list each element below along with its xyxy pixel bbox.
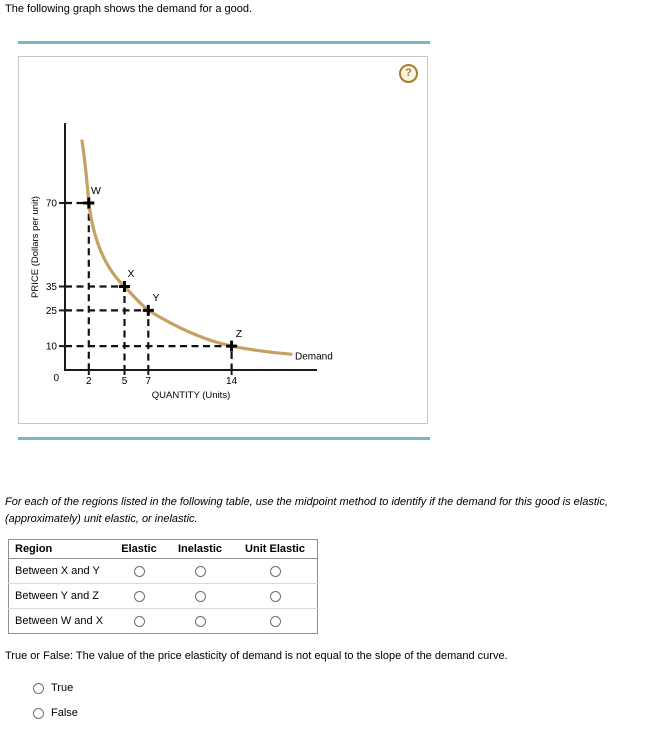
y-axis-label: PRICE (Dollars per unit) [30, 196, 41, 298]
region-label: Between W and X [9, 609, 112, 634]
radio-unit-elastic-row-2[interactable] [270, 616, 281, 627]
x-tick-2: 2 [86, 376, 92, 387]
table-header-inelastic: Inelastic [167, 540, 233, 559]
guide-lines [65, 203, 232, 370]
radio-inelastic-row-1[interactable] [195, 591, 206, 602]
guide-line-y [65, 310, 148, 370]
accent-rule-top [18, 41, 430, 44]
axis-ticks [59, 203, 232, 375]
point-marker-w [83, 198, 94, 209]
demand-curve-label: Demand [295, 351, 333, 363]
x-tick-5: 5 [121, 376, 128, 387]
radio-elastic-row-2[interactable] [134, 616, 145, 627]
intro-text: The following graph shows the demand for a good. [5, 3, 253, 15]
true-false-question: True or False: The value of the price elasticity of demand is not equal to the slope of the demand curve. [5, 650, 508, 662]
table-row [9, 584, 318, 609]
true-option-label: True [51, 682, 74, 694]
radio-elastic-row-0[interactable] [134, 566, 145, 577]
point-label-z: Z [235, 328, 243, 340]
y-tick-25: 25 [45, 305, 57, 317]
table-row [9, 559, 318, 584]
point-label-x: X [127, 268, 135, 280]
point-label-w: W [91, 185, 101, 197]
x-axis-label: QUANTITY (Units) [151, 390, 231, 401]
y-tick-10: 10 [45, 341, 57, 353]
origin-label: 0 [53, 373, 59, 384]
guide-line-x [65, 287, 125, 371]
radio-false[interactable] [33, 708, 44, 719]
radio-true[interactable] [33, 683, 44, 694]
point-label-y: Y [152, 292, 160, 304]
radio-inelastic-row-0[interactable] [195, 566, 206, 577]
table-header-region: Region [9, 540, 112, 559]
table-header-row [9, 540, 318, 559]
radio-unit-elastic-row-1[interactable] [270, 591, 281, 602]
region-label: Between Y and Z [9, 584, 112, 609]
graph-panel [18, 56, 428, 424]
false-option-label: False [51, 707, 78, 719]
x-tick-7: 7 [145, 376, 152, 387]
demand-curve [82, 141, 291, 354]
help-icon[interactable]: ? [399, 64, 418, 83]
radio-inelastic-row-2[interactable] [195, 616, 206, 627]
radio-elastic-row-1[interactable] [134, 591, 145, 602]
radio-unit-elastic-row-0[interactable] [270, 566, 281, 577]
point-marker-z [226, 341, 237, 352]
y-tick-70: 70 [45, 198, 57, 210]
false-option[interactable] [33, 707, 78, 719]
y-tick-35: 35 [45, 282, 57, 293]
instructions-text: For each of the regions listed in the following table, use the midpoint method to identify if the demand for this good is elastic, (approximately) unit elastic, or inelastic. [5, 496, 608, 525]
region-label: Between X and Y [9, 559, 112, 584]
elasticity-table [8, 539, 318, 634]
x-tick-14: 14 [226, 376, 238, 387]
table-row [9, 609, 318, 634]
accent-rule-bottom [18, 437, 430, 440]
table-header-elastic: Elastic [111, 540, 167, 559]
demand-graph [19, 57, 427, 423]
point-markers [83, 198, 237, 352]
table-header-unit-elastic: Unit Elastic [233, 540, 318, 559]
true-option[interactable] [33, 682, 73, 694]
